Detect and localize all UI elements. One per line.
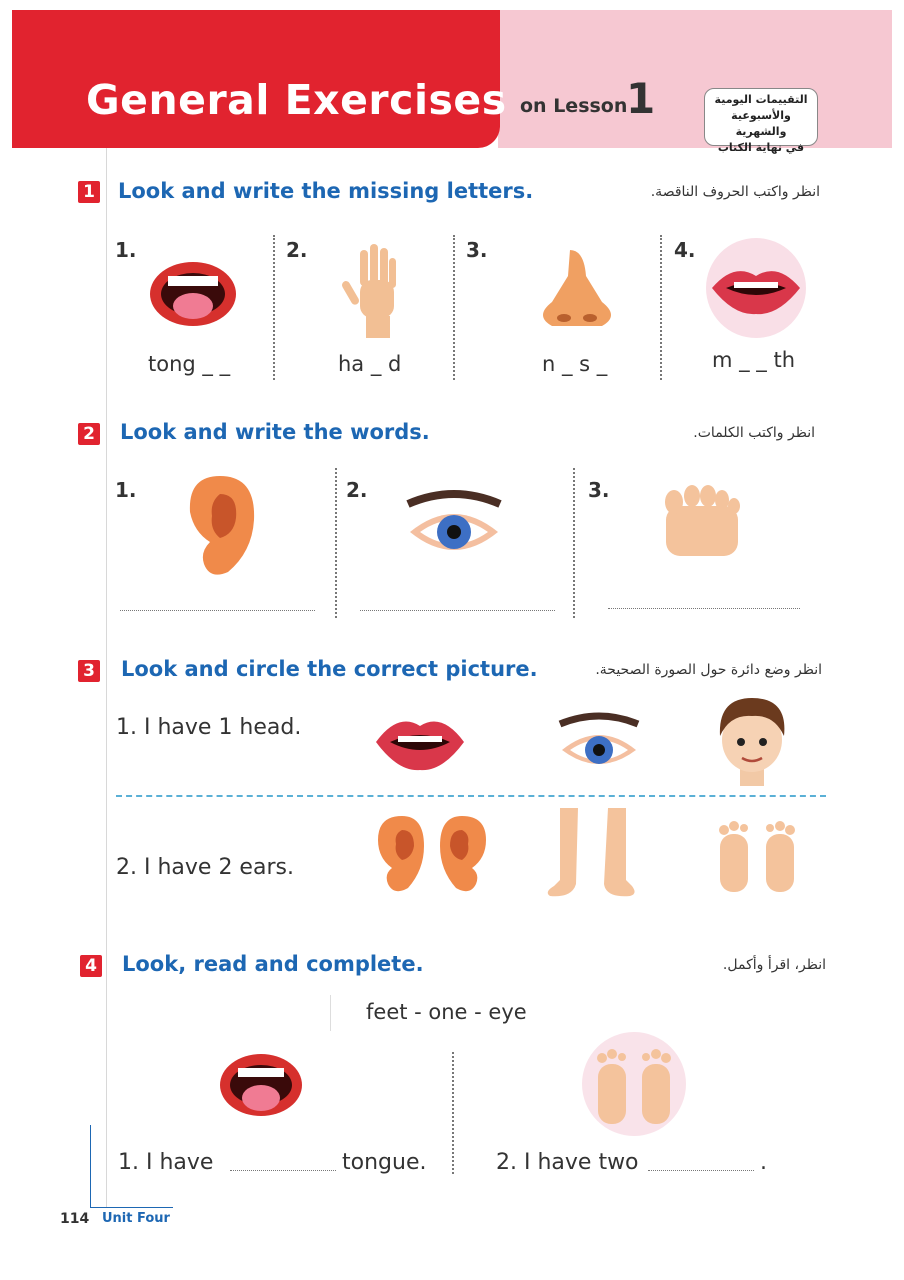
tongue-mouth-icon	[148, 258, 238, 330]
unit-label: Unit Four	[102, 1211, 170, 1226]
divider	[335, 468, 337, 618]
answer-line[interactable]	[230, 1170, 336, 1171]
section-3-number: 3	[78, 660, 100, 682]
answer-line[interactable]	[648, 1170, 754, 1171]
header-band	[498, 10, 892, 148]
missing-letter-word: m _ _ th	[712, 348, 796, 372]
feet-icon	[580, 1030, 688, 1138]
item-number: 2.	[346, 478, 368, 502]
sentence-4-2-end: .	[760, 1150, 767, 1175]
mouth-icon[interactable]	[372, 712, 468, 772]
feet-icon[interactable]	[714, 820, 800, 896]
mouth-icon	[704, 236, 808, 340]
section-4-arabic: انظر، اقرأ وأكمل.	[722, 957, 826, 973]
foot-icon	[660, 484, 744, 560]
answer-line[interactable]	[360, 610, 555, 611]
section-2-arabic: انظر واكتب الكلمات.	[693, 425, 815, 441]
missing-letter-word: tong _ _	[148, 352, 231, 376]
ears-icon[interactable]	[372, 812, 492, 898]
section-4-number: 4	[80, 955, 102, 977]
assessment-note-line: في نهاية الكتاب	[717, 141, 805, 154]
sentence-4-1-end: tongue.	[342, 1150, 427, 1175]
section-3-arabic: انظر وضع دائرة حول الصورة الصحيحة.	[595, 662, 822, 678]
assessment-note-line: التقييمات اليومية	[714, 93, 808, 106]
section-1-title: Look and write the missing letters.	[118, 179, 534, 203]
head-icon[interactable]	[712, 692, 792, 788]
sentence-4-2-start: 2. I have two	[496, 1150, 639, 1175]
item-number: 3.	[588, 478, 610, 502]
item-number: 1.	[115, 238, 137, 262]
item-number: 2.	[286, 238, 308, 262]
divider	[452, 1052, 454, 1174]
missing-letter-word: n _ s _	[542, 352, 608, 376]
sentence-1: 1. I have 1 head.	[116, 715, 302, 740]
divider	[273, 235, 275, 380]
missing-letter-word: ha _ d	[338, 352, 402, 376]
answer-line[interactable]	[608, 608, 800, 609]
legs-icon[interactable]	[542, 806, 640, 902]
assessment-note-box	[704, 88, 818, 154]
item-number: 4.	[674, 238, 696, 262]
section-1-number: 1	[78, 181, 100, 203]
hand-icon	[338, 240, 412, 340]
item-number: 1.	[115, 478, 137, 502]
eye-icon	[402, 488, 506, 566]
section-3-title: Look and circle the correct picture.	[121, 657, 538, 681]
word-bank: feet - one - eye	[366, 1000, 527, 1024]
page-number: 114	[60, 1211, 90, 1227]
section-2-title: Look and write the words.	[120, 420, 430, 444]
assessment-note-line: والأسبوعية والشهرية	[731, 109, 791, 138]
sentence-4-1-start: 1. I have	[118, 1150, 214, 1175]
margin-line	[106, 148, 107, 1208]
eye-icon[interactable]	[556, 712, 642, 776]
ear-icon	[180, 472, 260, 580]
nose-icon	[532, 246, 622, 330]
divider	[453, 235, 455, 380]
lesson-number: 1	[626, 74, 656, 123]
section-1-arabic: انظر واكتب الحروف الناقصة.	[650, 184, 820, 200]
section-2-number: 2	[78, 423, 100, 445]
sentence-2: 2. I have 2 ears.	[116, 855, 294, 880]
answer-line[interactable]	[120, 610, 315, 611]
divider	[660, 235, 662, 380]
row-divider	[116, 795, 826, 797]
footer-bracket	[90, 1125, 173, 1208]
lesson-label: on Lesson	[520, 95, 628, 117]
page-title: General Exercises	[86, 76, 507, 124]
section-4-title: Look, read and complete.	[122, 952, 424, 976]
tongue-mouth-icon	[218, 1050, 304, 1120]
divider	[573, 468, 575, 618]
item-number: 3.	[466, 238, 488, 262]
